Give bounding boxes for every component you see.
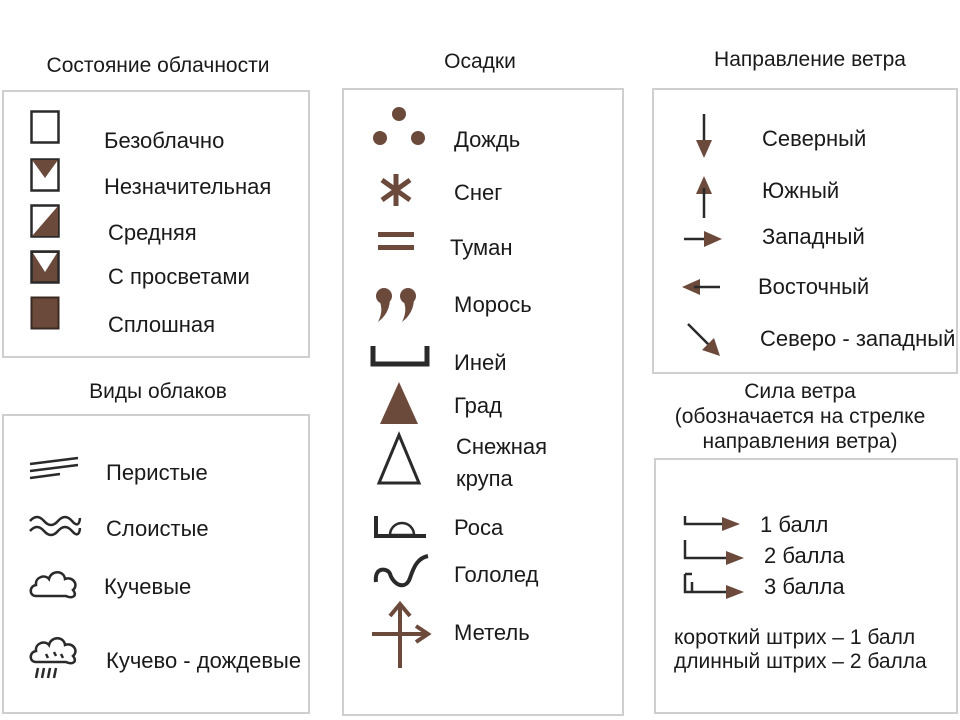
precipitation-label: Роса [454,515,504,540]
cloud-type-label: Перистые [106,460,208,485]
drizzle-commas-icon [372,286,422,324]
blizzard-arrow-icon [370,600,432,670]
wind-arrow-3-icon [682,572,746,602]
cloud-types-panel [2,414,310,714]
precipitation-label: Туман [450,235,513,260]
precipitation-label: Морось [454,292,532,317]
wind-force-subtitle-1: (обозначается на стрелке [674,405,926,428]
precipitation-label: Метель [454,620,530,645]
cumulus-cloud-icon [28,566,80,602]
wind-force-title: Сила ветра [744,380,856,403]
cloudiness-label: С просветами [108,264,250,289]
wind-force-label: 1 балл [760,512,829,537]
wind-force-note: короткий штрих – 1 балл [674,626,916,649]
empty-square-icon [30,110,60,144]
filled-square-icon [30,296,60,330]
frost-bracket-icon [370,346,430,368]
wind-arrow-2-icon [682,538,746,568]
stratus-waves-icon [28,512,80,538]
arrow-down-icon [692,112,716,160]
precipitation-label: Снежная [456,434,548,459]
wind-force-note: длинный штрих – 2 балла [674,650,927,673]
cumulonimbus-rain-cloud-icon [28,632,80,682]
hail-filled-triangle-icon [378,380,420,426]
cloudiness-label: Безоблачно [104,128,225,153]
cloud-type-label: Кучевые [104,574,192,599]
wind-direction-label: Южный [762,178,840,203]
dew-semicircle-icon [372,514,430,540]
square-mostly-filled-icon [30,250,60,284]
arrow-up-icon [692,174,716,220]
wind-force-label: 2 балла [764,543,845,568]
precipitation-label: Иней [454,350,507,375]
cloudiness-title: Состояние облачности [46,54,270,77]
wind-direction-label: Западный [762,224,865,249]
square-top-triangle-icon [30,158,60,192]
wind-arrow-1-icon [682,514,742,534]
precipitation-label-line2: крупа [456,466,513,491]
wind-direction-label: Восточный [758,274,870,299]
wind-direction-label: Северо - западный [760,326,956,351]
fog-lines-icon [378,230,414,254]
cloudiness-label: Сплошная [108,312,216,337]
wind-force-subtitle-2: направления ветра) [702,430,898,453]
cloudiness-label: Средняя [108,220,197,245]
wind-direction-title: Направление ветра [714,48,906,71]
arrow-down-right-icon [686,322,722,358]
precipitation-label: Гололед [454,562,539,587]
precipitation-label: Снег [454,180,503,205]
cloudiness-label: Незначительная [104,174,272,199]
square-half-diagonal-icon [30,204,60,238]
precipitation-label: Дождь [454,127,521,152]
precipitation-label: Град [454,393,502,418]
precipitation-panel [342,88,624,716]
precipitation-title: Осадки [444,50,516,73]
wind-direction-label: Северный [762,126,867,151]
rain-dots-icon [370,104,428,148]
snow-asterisk-icon [378,172,414,208]
arrow-right-icon [684,228,724,250]
cloud-types-title: Виды облаков [89,380,227,403]
glaze-ice-s-curve-icon [372,552,430,596]
wind-force-panel [654,458,958,714]
cloud-type-label: Слоистые [106,516,209,541]
cirrus-lines-icon [28,456,80,482]
snow-pellets-triangle-icon [376,432,422,486]
wind-force-label: 3 балла [764,574,845,599]
arrow-left-icon [680,276,720,298]
wind-direction-panel [652,88,958,374]
cloud-type-label: Кучево - дождевые [106,648,302,673]
cloudiness-panel [2,90,310,358]
